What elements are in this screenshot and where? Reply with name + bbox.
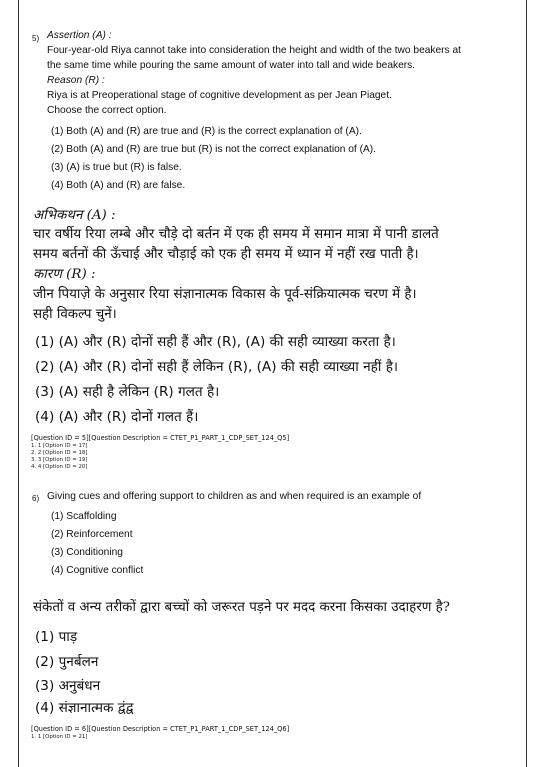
hi-reason-text: जीन पियाज़े के अनुसार रिया संज्ञानात्मक विकास के पूर्व-संक्रियात्मक चरण में है। <box>33 287 417 302</box>
reason-text: Riya is at Preoperational stage of cognitive development as per Jean Piaget. <box>47 90 392 101</box>
q6-question-meta: [Question ID = 6][Question Description = CTET_P1_PART_1_CDP_SET_124_Q6] <box>31 725 290 733</box>
question-6-number: 6) <box>32 494 40 503</box>
assertion-text-line-1: Four-year-old Riya cannot take into consideration the height and width of the two beakers at <box>47 45 461 56</box>
q5-option-id-1: 1. 1 [Option ID = 17] <box>31 443 88 449</box>
hi-reason-label: कारण (R) : <box>33 267 96 282</box>
q5-option-4: (4) Both (A) and (R) are false. <box>51 180 186 191</box>
question-5-number: 5) <box>32 34 40 43</box>
q5-option-id-3: 3. 3 [Option ID = 19] <box>31 457 88 463</box>
q5-hi-option-1: (1) (A) और (R) दोनों सही हैं और (R), (A) की सही व्याख्या करता है। <box>35 334 396 350</box>
assertion-text-line-2: the same time while pouring the same amount of water into tall and wide beakers. <box>47 60 416 71</box>
hi-instruction-text: सही विकल्प चुनें। <box>33 307 117 322</box>
q5-option-id-4: 4. 4 [Option ID = 20] <box>31 464 88 470</box>
q6-option-1: (1) Scaffolding <box>51 511 117 522</box>
q5-option-1: (1) Both (A) and (R) are true and (R) is the correct explanation of (A). <box>51 126 362 137</box>
q5-hi-option-4: (4) (A) और (R) दोनों गलत हैं। <box>35 409 199 425</box>
q5-question-meta: [Question ID = 5][Question Description = CTET_P1_PART_1_CDP_SET_124_Q5] <box>31 434 290 442</box>
hi-assertion-line-2: समय बर्तनों की ऊँचाई और चौड़ाई को एक ही समय में ध्यान में नहीं रख पाती है। <box>33 247 419 262</box>
q6-hi-question-text: संकेतों व अन्य तरीकों द्वारा बच्चों को जरूरत पड़ने पर मदद करना किसका उदाहरण है? <box>33 600 450 615</box>
hi-assertion-line-1: चार वर्षीय रिया लम्बे और चौड़े दो बर्तन में एक ही समय में समान मात्रा में पानी डालते <box>33 227 439 242</box>
q6-option-id-1: 1. 1 [Option ID = 21] <box>31 734 88 740</box>
q6-question-text: Giving cues and offering support to children as and when required is an example of <box>47 491 422 502</box>
q5-option-3: (3) (A) is true but (R) is false. <box>51 162 182 173</box>
instruction-text: Choose the correct option. <box>47 105 167 116</box>
q6-hi-option-1: (1) पाड़ <box>35 629 78 645</box>
q6-option-3: (3) Conditioning <box>51 547 123 558</box>
left-page-border <box>18 0 19 767</box>
q6-option-4: (4) Cognitive conflict <box>51 565 144 576</box>
q5-option-id-2: 2. 2 [Option ID = 18] <box>31 450 88 456</box>
q5-option-2: (2) Both (A) and (R) are true but (R) is not the correct explanation of (A). <box>51 144 377 155</box>
right-page-border <box>526 0 527 767</box>
q6-hi-option-4: (4) संज्ञानात्मक द्वंद्व <box>35 700 134 716</box>
assertion-label: Assertion (A) : <box>47 30 112 41</box>
hi-assertion-label: अभिकथन (A) : <box>33 208 116 223</box>
reason-label: Reason (R) : <box>47 75 105 86</box>
q6-hi-option-3: (3) अनुबंधन <box>35 678 101 694</box>
q6-hi-option-2: (2) पुनर्बलन <box>35 654 99 670</box>
q6-option-2: (2) Reinforcement <box>51 529 133 540</box>
q5-hi-option-2: (2) (A) और (R) दोनों सही हैं लेकिन (R), (A) की सही व्याख्या नहीं है। <box>35 359 399 375</box>
q5-hi-option-3: (3) (A) सही है लेकिन (R) गलत है। <box>35 384 220 400</box>
